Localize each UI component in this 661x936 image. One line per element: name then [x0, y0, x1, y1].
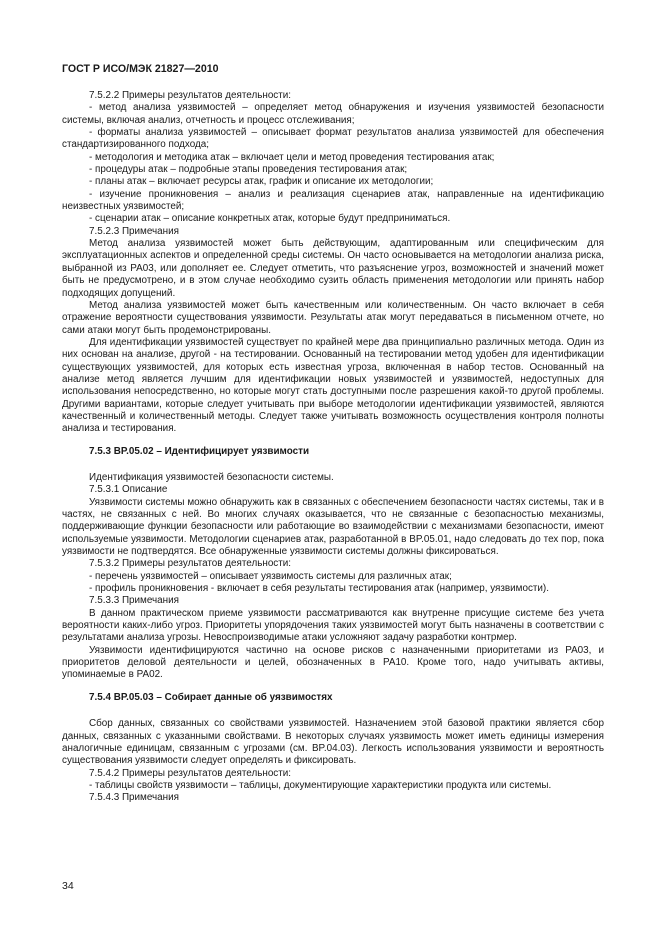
list-item: - процедуры атак – подробные этапы проведения тестирования атак; — [89, 164, 408, 176]
subclause-7-5-2-3: 7.5.2.3 Примечания — [89, 225, 179, 237]
list-item: - профиль проникновения - включает в себя результаты тестирования атак (например, уязвимости). — [89, 583, 549, 595]
subclause-7-5-3-3: 7.5.3.3 Примечания — [89, 595, 179, 607]
list-item: - таблицы свойств уязвимости – таблицы, документирующие характеристики продукта или системы. — [89, 779, 552, 791]
paragraph: Для идентификации уязвимостей существует по крайней мере два принципиально различных метода. Один из них основан на анализе, другой - на тестировании. Основанный на тестировании метод удобен для идентификации существующих уязвимостей, для которых есть известная угроза, включенная в набор тестов. Основанный на анализе метод является лучшим для идентификации новых уязвимостей и уязвимостей, недоступных для использования непосредственно, но которые могут стать доступными после разрешения какой-то другой проблемы. Другими вариантами, которые следует учитывать при выборе методологии идентификации уязвимостей, являются качественный и количественный методы. Следует также учитывать возможность осуществления контроля полноты анализа и тестирования. — [62, 336, 604, 435]
section-heading-7-5-3: 7.5.3 BP.05.02 – Идентифицирует уязвимости — [89, 445, 310, 457]
subclause-7-5-2-2: 7.5.2.2 Примеры результатов деятельности: — [89, 90, 292, 101]
paragraph: Сбор данных, связанных со свойствами уязвимостей. Назначением этой базовой практики является сбор данных, связанных с указанными свойствами. В некоторых случаях уязвимость может иметь единицы измерения аналогичные единицам, связанным с угрозами (см. BP.04.03). Легкость использования уязвимости и вероятность существования уязвимости следует определять и фиксировать. — [62, 718, 604, 767]
paragraph: Метод анализа уязвимостей может быть качественным или количественным. Он часто включает в себя отражение вероятности существования уязвимости. Результаты атак могут передаваться в письменном отчете, но сами атаки могут быть продемонстрированы. — [62, 299, 604, 336]
paragraph: Идентификация уязвимостей безопасности системы. — [89, 471, 334, 483]
paragraph: Метод анализа уязвимостей может быть действующим, адаптированным или специфическим для эксплуатационных аспектов и определенной среды системы. Он часто основывается на методологии анализа риска, выбранной из PA03, или дополняет ее. Следует отметить, что разъяснение угроз, возможностей и значений может быть не предусмотрено, и в этом случае необходимо сузить область применения методологии или принять набор подходящих допущений. — [62, 238, 604, 299]
section-heading-7-5-4: 7.5.4 BP.05.03 – Собирает данные об уязвимостях — [89, 691, 333, 703]
list-item: - форматы анализа уязвимостей – описывает формат результатов анализа уязвимостей для обеспечения стандартизированного подхода; — [62, 127, 604, 151]
list-item: - метод анализа уязвимостей – определяет метод обнаружения и изучения уязвимостей безопасности системы, включая анализ, отчетность и процесс отслеживания; — [62, 102, 604, 126]
subclause-7-5-3-2: 7.5.3.2 Примеры результатов деятельности: — [89, 558, 292, 570]
paragraph: Уязвимости идентифицируются частично на основе рисков с назначенными приоритетами из PA03, и приоритетов деловой деятельности и целей, обозначенных в PA10. Кроме того, надо учитывать активы, упоминаемые в PA02. — [62, 644, 604, 681]
list-item: - перечень уязвимостей – описывает уязвимость системы для различных атак; — [89, 570, 452, 582]
list-item: - изучение проникновения – анализ и реализация сценариев атак, направленные на идентификацию неизвестных уязвимостей; — [62, 188, 604, 213]
list-item: - сценарии атак – описание конкретных атак, которые будут предприниматься. — [89, 213, 451, 225]
paragraph: В данном практическом приеме уязвимости рассматриваются как внутренне присущие системе без учета вероятности каких-либо угроз. Приоритеты упорядочения таких уязвимостей могут быть назначены в соответствии с результатами анализа угрозы. Невоспроизводимые атаки усложняют задачу разработки контрмер. — [62, 607, 604, 644]
page-header-title: ГОСТ Р ИСО/МЭК 21827—2010 — [62, 63, 219, 75]
list-item: - методология и методика атак – включает цели и метод проведения тестирования атак; — [89, 151, 495, 163]
list-item: - планы атак – включает ресурсы атак, график и описание их методологии; — [89, 176, 434, 188]
paragraph: Уязвимости системы можно обнаружить как в связанных с обеспечением безопасности частях системы, так и в частях, не связанных с ней. Во многих случаях оказывается, что не связанные с безопасностью механизмы, поддерживающие функции безопасности или работающие во взаимодействии с механизмами безопасности, имеют используемые уязвимости. Методологии сценариев атак, разработанной в BP.05.01, надо следовать до тех пор, пока уязвимости не подтвердятся. Все обнаруженные уязвимости системы должны фиксироваться. — [62, 496, 604, 558]
page-number: 34 — [62, 880, 74, 892]
subclause-7-5-3-1: 7.5.3.1 Описание — [89, 484, 168, 496]
subclause-7-5-4-3: 7.5.4.3 Примечания — [89, 792, 179, 804]
body-text — [62, 90, 604, 805]
subclause-7-5-4-2: 7.5.4.2 Примеры результатов деятельности: — [89, 767, 292, 779]
